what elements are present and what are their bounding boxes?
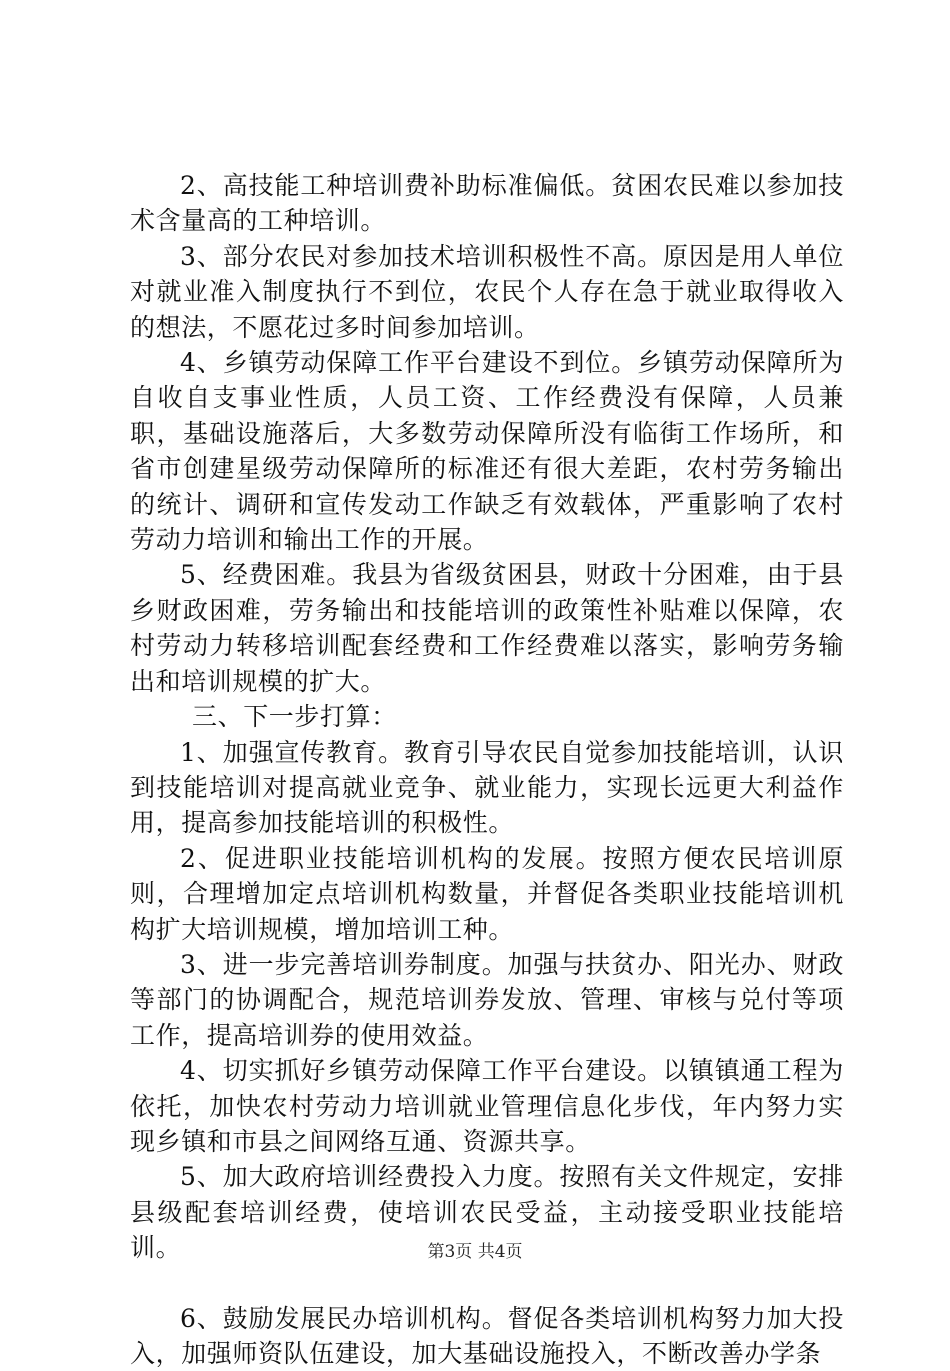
paragraph-plan-4: 4、切实抓好乡镇劳动保障工作平台建设。以镇镇通工程为依托，加快农村劳动力培训就业管理信息化步伐，年内努力实现乡镇和市县之间网络互通、资源共享。: [130, 1056, 844, 1156]
paragraph-plan-3: 3、进一步完善培训券制度。加强与扶贫办、阳光办、财政等部门的协调配合，规范培训券发放、管理、审核与兑付等项工作，提高培训券的使用效益。: [130, 949, 844, 1050]
paragraph-problem-2: 2、高技能工种培训费补助标准偏低。贫困农民难以参加技术含量高的工种培训。: [130, 171, 844, 236]
paragraph-plan-1: 1、加强宣传教育。教育引导农民自觉参加技能培训，认识到技能培训对提高就业竞争、就业能力，实现长远更大利益作用，提高参加技能培训的积极性。: [130, 737, 844, 838]
document-body: [130, 168, 844, 1371]
page-footer: [0, 1242, 950, 1262]
section-heading-next-steps: 三、下一步打算：: [192, 702, 397, 732]
paragraph-plan-2: 2、促进职业技能培训机构的发展。按照方便农民培训原则，合理增加定点培训机构数量，并督促各类职业技能培训机构扩大培训规模，增加培训工种。: [130, 843, 844, 944]
paragraph-problem-4: 4、乡镇劳动保障工作平台建设不到位。乡镇劳动保障所为自收自支事业性质，人员工资、工作经费没有保障，人员兼职，基础设施落后，大多数劳动保障所没有临街工作场所，和省市创建星级劳动保障所的标准还有很大差距，农村劳务输出的统计、调研和宣传发动工作缺乏有效载体，严重影响了农村劳动力培训和输出工作的开展。: [130, 348, 844, 555]
paragraph-plan-5: 5、加大政府培训经费投入力度。按照有关文件规定，安排县级配套培训经费，使培训农民受益，主动接受职业技能培训。: [130, 1162, 844, 1263]
page-indicator: 第3页 共4页: [427, 1242, 523, 1262]
paragraph-problem-3: 3、部分农民对参加技术培训积极性不高。原因是用人单位对就业准入制度执行不到位，农民个人存在急于就业取得收入的想法，不愿花过多时间参加培训。: [130, 241, 844, 342]
paragraph-problem-5: 5、经费困难。我县为省级贫困县，财政十分困难，由于县乡财政困难，劳务输出和技能培训的政策性补贴难以保障，农村劳动力转移培训配套经费和工作经费难以落实，影响劳务输出和培训规模的扩大。: [130, 560, 844, 696]
paragraph-plan-6: 6、鼓励发展民办培训机构。督促各类培训机构努力加大投入，加强师资队伍建设，加大基础设施投入，不断改善办学条: [130, 1303, 844, 1368]
